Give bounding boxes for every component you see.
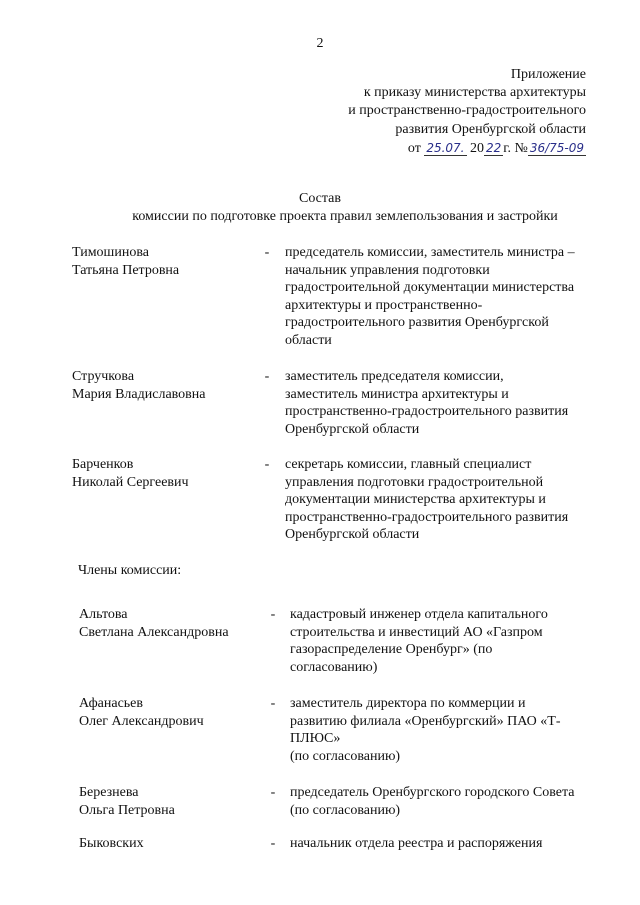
member-role-line: (по согласованию) [290, 748, 401, 764]
member-role-line: секретарь комиссии, главный специалист [285, 457, 532, 472]
member-role-line: управления подготовки градостроительной [285, 474, 544, 490]
member-name-line: Олег Александрович [79, 713, 204, 729]
member-role-line: согласованию) [290, 659, 378, 675]
member-name [79, 695, 269, 730]
date-prefix: от [407, 140, 421, 156]
member-role-line: строительства и инвестиций АО «Газпром [290, 624, 543, 640]
member-name-line: Альтова [79, 607, 128, 622]
member-name [79, 606, 269, 641]
member-role [290, 606, 608, 676]
entry-dash: - [270, 785, 276, 800]
member-name [72, 244, 262, 279]
member-role-line: ПЛЮС» [290, 731, 341, 746]
member-role-line: архитектуры и пространственно- [285, 297, 483, 313]
member-name-line: Тимошинова [72, 245, 149, 260]
entry-dash: - [270, 836, 276, 851]
entry-dash: - [270, 696, 276, 711]
member-role [290, 695, 608, 765]
year-prefix: 20 [470, 140, 484, 156]
members-heading: Члены комиссии: [78, 563, 182, 578]
member-role-line: заместитель председателя комиссии, [285, 369, 504, 384]
page-number: 2 [316, 36, 324, 51]
member-name-line: Стручкова [72, 369, 135, 384]
member-role-line: начальник отдела реестра и распоряжения [290, 836, 543, 851]
member-role-line: заместитель министра архитектуры и [285, 386, 509, 402]
member-role [285, 456, 603, 544]
appendix-line: развития Оренбургской области [395, 121, 586, 137]
member-name [72, 456, 262, 491]
member-name-line: Ольга Петровна [79, 802, 175, 818]
appendix-line: и пространственно-градостроительного [348, 103, 586, 119]
appendix-line: Приложение [510, 67, 586, 82]
member-name-line: Быковских [79, 836, 144, 851]
member-role-line: начальник управления подготовки [285, 262, 490, 278]
member-name [79, 835, 269, 853]
member-role-line: председатель комиссии, заместитель министра – [285, 245, 575, 260]
entry-dash: - [264, 457, 270, 472]
number-prefix: г. № [503, 140, 528, 156]
member-role-line: градостроительного развития Оренбургской [285, 315, 549, 330]
member-role-line: пространственно-градостроительного развития [285, 404, 569, 419]
member-role-line: Оренбургской области [285, 527, 420, 542]
member-role-line: Оренбургской области [285, 421, 420, 437]
member-role-line: градостроительной документации министерства [285, 280, 575, 295]
order-date-line [348, 139, 586, 158]
member-role [290, 835, 608, 853]
handwritten-year: 22 [486, 140, 502, 155]
member-role-line: области [285, 332, 332, 348]
appendix-line: к приказу министерства архитектуры [363, 85, 586, 101]
member-name-line: Березнева [79, 785, 139, 800]
member-role-line: пространственно-градостроительного развития [285, 509, 569, 525]
member-role-line: документации министерства архитектуры и [285, 492, 546, 507]
entry-dash: - [264, 369, 270, 384]
member-role-line: (по согласованию) [290, 802, 401, 818]
member-role-line: заместитель директора по коммерции и [290, 696, 526, 711]
member-role-line: председатель Оренбургского городского Совета [290, 785, 575, 800]
handwritten-order-number: 36/75-09 [529, 140, 584, 155]
document-title [0, 190, 640, 226]
member-name-line: Николай Сергеевич [72, 474, 189, 490]
member-name-line: Татьяна Петровна [72, 262, 180, 278]
member-role [285, 368, 603, 438]
member-role-line: развитию филиала «Оренбургский» ПАО «Т- [290, 713, 561, 729]
member-name [72, 368, 262, 403]
entry-dash: - [270, 607, 276, 622]
member-name-line: Мария Владиславовна [72, 386, 206, 402]
handwritten-date: 25.07. [426, 140, 465, 155]
appendix-header [348, 66, 586, 158]
member-name-line: Афанасьев [79, 696, 143, 711]
title-line-2: комиссии по подготовке проекта правил землепользования и застройки [132, 209, 558, 224]
entry-dash: - [264, 245, 270, 260]
member-role [290, 784, 608, 819]
title-line-1: Состав [298, 191, 341, 206]
member-name-line: Барченков [72, 457, 134, 472]
member-role-line: газораспределение Оренбург» (по [290, 642, 493, 657]
member-role [285, 244, 603, 349]
member-role-line: кадастровый инженер отдела капитального [290, 607, 548, 622]
member-name [79, 784, 269, 819]
member-name-line: Светлана Александровна [79, 624, 229, 640]
